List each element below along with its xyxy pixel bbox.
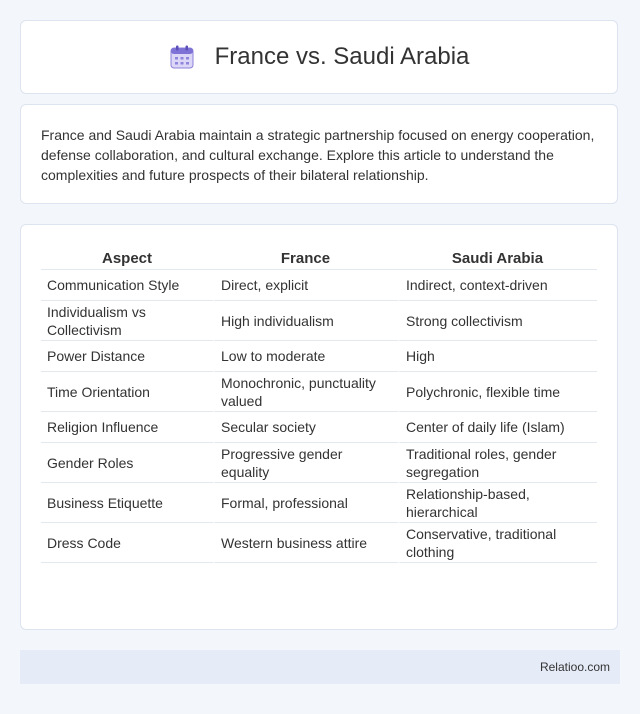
footer-brand: Relatioo.com bbox=[539, 660, 610, 674]
cell-aspect: Business Etiquette bbox=[41, 483, 213, 523]
page-title: France vs. Saudi Arabia bbox=[214, 43, 470, 70]
title-card bbox=[20, 20, 618, 94]
cell-saudi-arabia: Traditional roles, gender segregation bbox=[398, 443, 597, 483]
table-row bbox=[41, 341, 597, 372]
table-header-row bbox=[41, 245, 597, 270]
intro-card bbox=[20, 104, 618, 204]
table-row bbox=[41, 523, 597, 563]
cell-aspect: Communication Style bbox=[41, 270, 213, 301]
header-aspect: Aspect bbox=[41, 245, 213, 270]
cell-saudi-arabia: Center of daily life (Islam) bbox=[398, 412, 597, 443]
intro-text: France and Saudi Arabia maintain a strategic partnership focused on energy cooperation, defense collaboration, and cultural exchange. Explore this article to understand the complexities and future prospects of their bilateral relationship. bbox=[41, 127, 595, 183]
cell-saudi-arabia: Polychronic, flexible time bbox=[398, 372, 597, 412]
cell-france: Direct, explicit bbox=[213, 270, 398, 301]
cell-france: Progressive gender equality bbox=[213, 443, 398, 483]
cell-aspect: Gender Roles bbox=[41, 443, 213, 483]
table-row bbox=[41, 483, 597, 523]
cell-saudi-arabia: Relationship-based, hierarchical bbox=[398, 483, 597, 523]
comparison-card bbox=[20, 224, 618, 630]
cell-france: Formal, professional bbox=[213, 483, 398, 523]
cell-saudi-arabia: High bbox=[398, 341, 597, 372]
table-row bbox=[41, 372, 597, 412]
cell-france: Monochronic, punctuality valued bbox=[213, 372, 398, 412]
table-row bbox=[41, 412, 597, 443]
cell-aspect: Religion Influence bbox=[41, 412, 213, 443]
cell-saudi-arabia: Strong collectivism bbox=[398, 301, 597, 341]
table-row bbox=[41, 301, 597, 341]
comparison-table bbox=[41, 245, 597, 563]
cell-france: Secular society bbox=[213, 412, 398, 443]
cell-saudi-arabia: Conservative, traditional clothing bbox=[398, 523, 597, 563]
header-saudi-arabia: Saudi Arabia bbox=[398, 245, 597, 270]
cell-france: Low to moderate bbox=[213, 341, 398, 372]
cell-aspect: Individualism vs Collectivism bbox=[41, 301, 213, 341]
cell-france: Western business attire bbox=[213, 523, 398, 563]
cell-aspect: Time Orientation bbox=[41, 372, 213, 412]
cell-saudi-arabia: Indirect, context-driven bbox=[398, 270, 597, 301]
cell-france: High individualism bbox=[213, 301, 398, 341]
header-france: France bbox=[213, 245, 398, 270]
cell-aspect: Power Distance bbox=[41, 341, 213, 372]
table-row bbox=[41, 443, 597, 483]
calendar-icon bbox=[169, 44, 195, 70]
cell-aspect: Dress Code bbox=[41, 523, 213, 563]
table-row bbox=[41, 270, 597, 301]
footer-bar bbox=[20, 650, 620, 684]
